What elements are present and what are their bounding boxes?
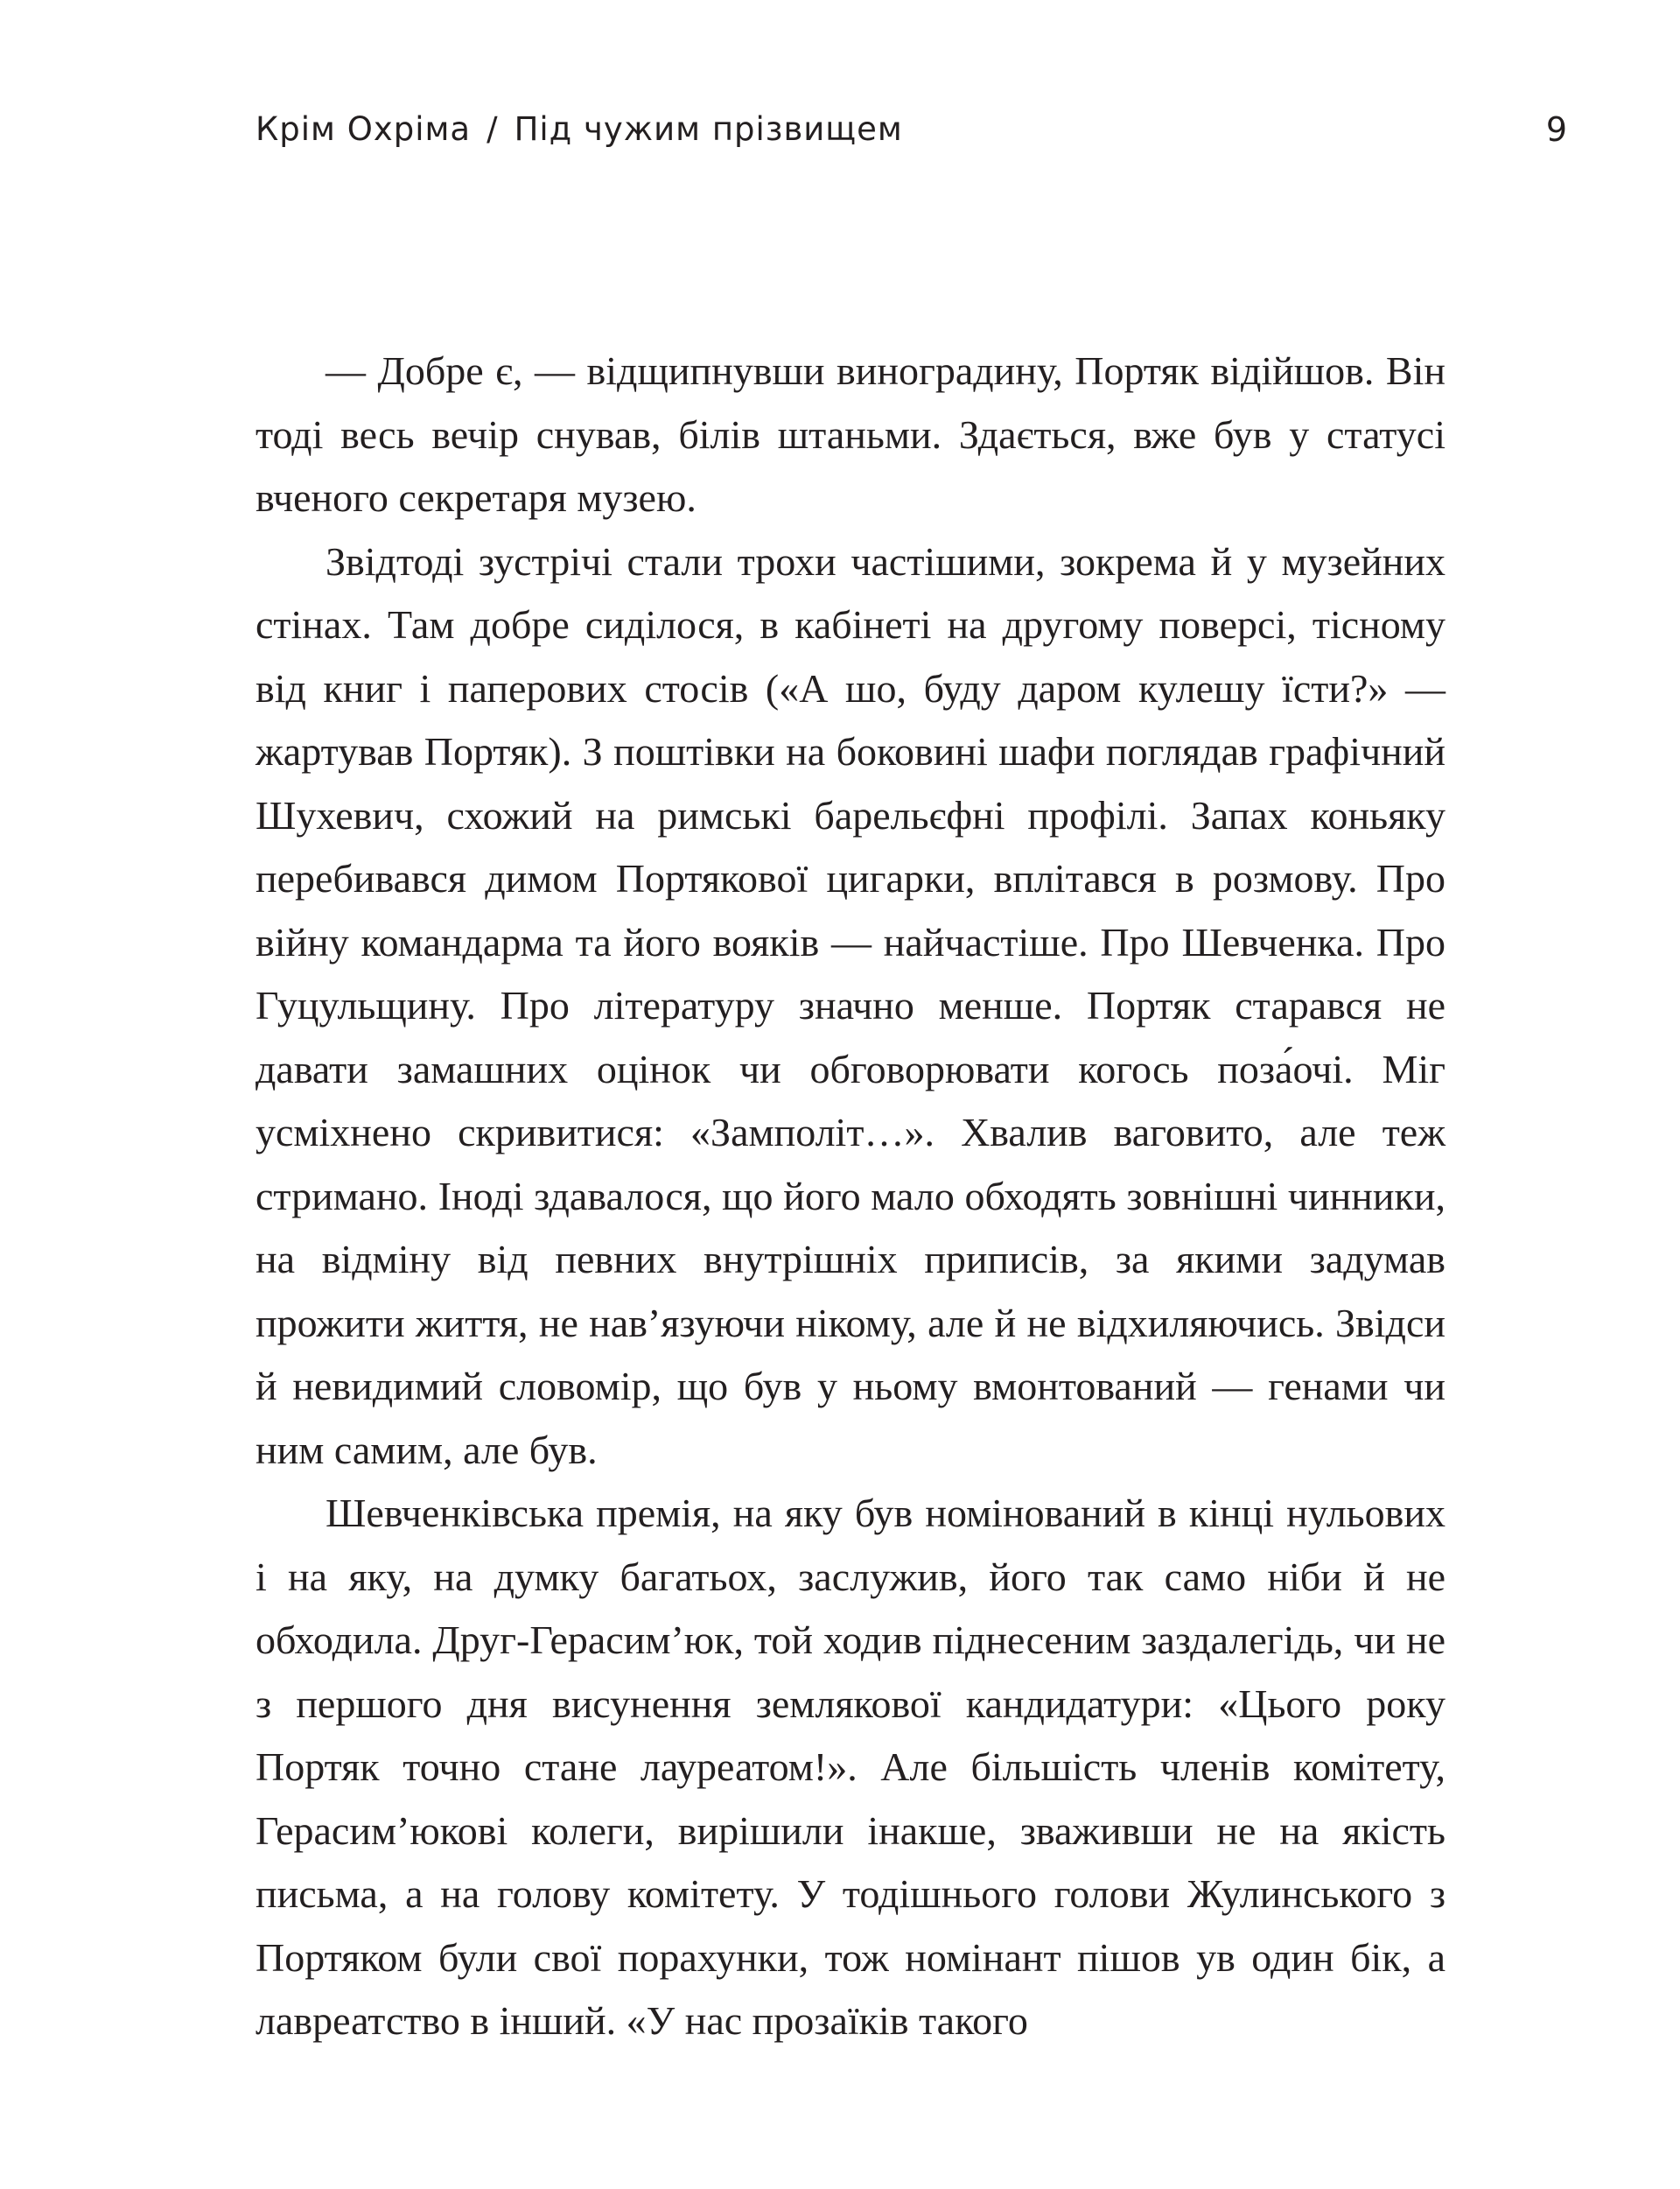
page-number: 9 <box>1545 110 1568 149</box>
running-head-author: Крім Охріма <box>256 110 472 148</box>
body-text <box>256 340 1446 2053</box>
running-head-separator: / <box>486 110 499 148</box>
paragraph-2: Звідтоді зустрічі стали трохи частішими, зокрема й у музейних стінах. Там добре сиділося, в кабінеті на другому поверсі, тісному від книг і паперових стосів («А шо, буду даром кулешу їсти?» — жартував Портяк). З поштівки на боковині шафи поглядав графічний Шухевич, схожий на римські барельєфні профілі. Запах коньяку перебивався димом Портякової цигарки, вплітався в розмову. Про війну командарма та його вояків — найчастіше. Про Шевченка. Про Гуцульщину. Про літературу значно менше. Портяк старався не давати замашних оцінок чи обговорювати когось поза́очі. Міг усміхнено скривитися: «Замполіт…». Хвалив ваговито, але теж стримано. Іноді здавалося, що його мало обходять зовнішні чинники, на відміну від певних внутрішніх приписів, за якими задумав прожити життя, не нав’язуючи нікому, але й не відхиляючись. Звідси й невидимий словомір, що був у ньому вмонтований — генами чи ним самим, але був. <box>256 538 1446 1472</box>
running-head-chapter: Під чужим прізвищем <box>514 110 903 148</box>
paragraph-3: Шевченківська премія, на яку був номінований в кінці нульових і на яку, на думку багатьох, заслужив, його так само ніби й не обходила. Друг-Герасим’юк, той ходив піднесеним заздалегідь, чи не з першого дня висунення землякової кандидатури: «Цього року Портяк точно стане лауреатом!». Але більшість членів комітету, Герасим’юкові колеги, вирішили інакше, зваживши не на якість письма, а на голову комітету. У тодішнього голови Жулинського з Портяком були свої порахунки, тож номінант пішов ув один бік, а лавреатство в інший. «У нас прозаїків такого <box>256 1491 1446 2043</box>
running-head <box>256 103 1568 156</box>
paragraph-1: — Добре є, — відщипнувши виноградину, Портяк відійшов. Він тоді весь вечір снував, білів штаньми. Здається, вже був у статусі вченого секретаря музею. <box>256 348 1446 520</box>
